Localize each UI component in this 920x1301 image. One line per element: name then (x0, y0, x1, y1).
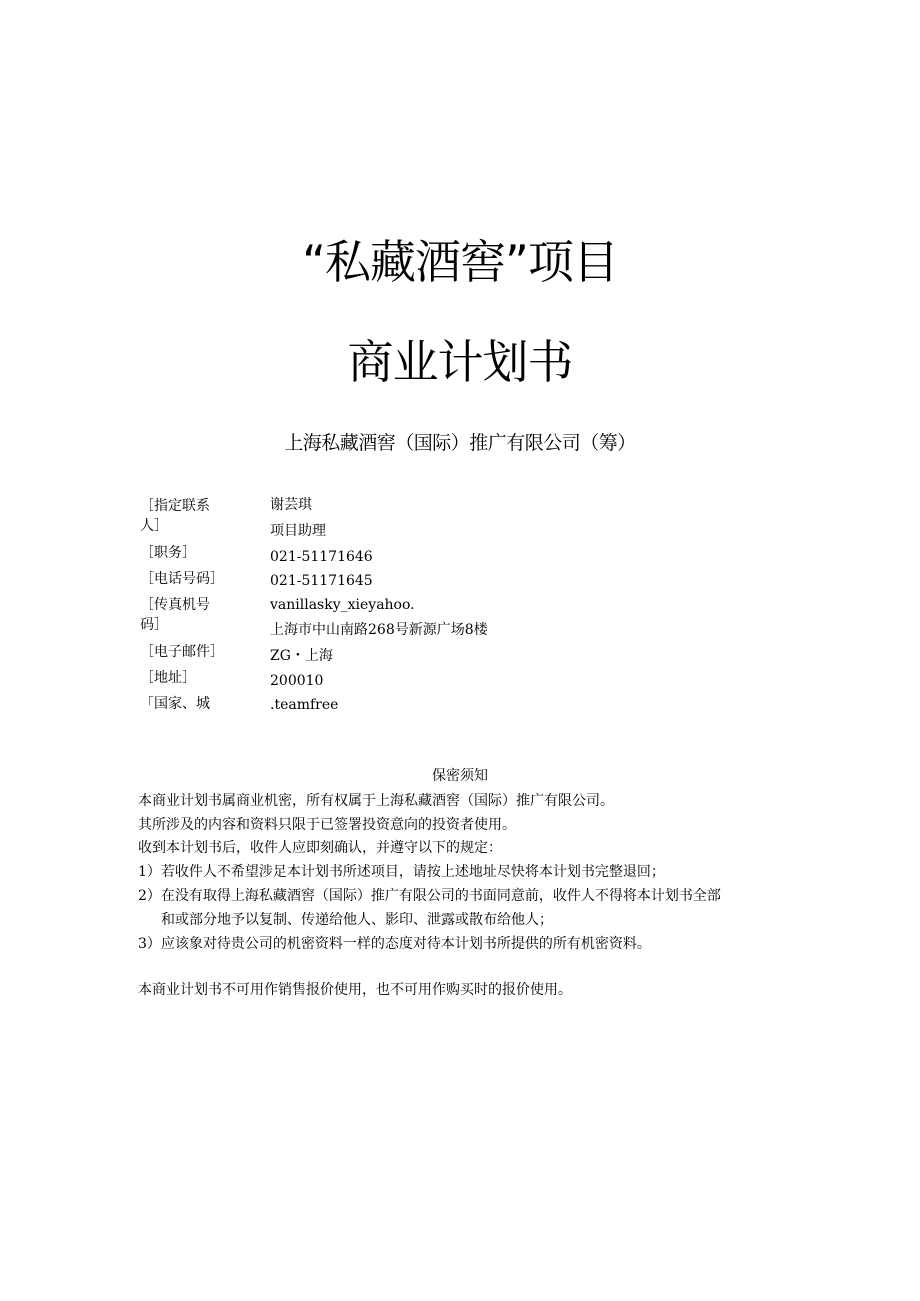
contact-label-address: ［地址］ (140, 670, 196, 686)
document-title-line-1: “私藏酒窖”项目 (302, 235, 618, 289)
confidentiality-item-2-cont: 和或部分地予以复制、传递给他人、影印、泄露或散布给他人； (161, 912, 553, 928)
contact-value-postcode: 200010 (270, 673, 324, 689)
contact-label-contact-person-cont: 人］ (140, 518, 168, 534)
contact-value-location: ZG・上海 (270, 648, 333, 664)
contact-value-email: vanillasky_xieyahoo. (270, 597, 415, 613)
contact-label-phone: ［电话号码］ (140, 571, 224, 587)
contact-value-fax: 021-51171645 (270, 573, 373, 589)
contact-label-fax-cont: 码］ (140, 617, 168, 633)
confidentiality-title: 保密须知 (432, 768, 488, 784)
contact-label-email: ［电子邮件］ (140, 644, 224, 660)
contact-value-position: 项目助理 (270, 523, 326, 539)
confidentiality-paragraph-2: 其所涉及的内容和资料只限于已签署投资意向的投资者使用。 (138, 817, 516, 833)
contact-value-website: .teamfree (270, 697, 339, 713)
contact-value-phone: 021-51171646 (270, 549, 373, 565)
confidentiality-paragraph-1: 本商业计划书属商业机密，所有权属于上海私藏酒窖（国际）推广有限公司。 (138, 793, 614, 809)
confidentiality-item-1: 1）若收件人不希望涉足本计划书所述项目，请按上述地址尽快将本计划书完整退回； (138, 864, 665, 880)
contact-value-name: 谢芸琪 (270, 497, 312, 513)
contact-value-address: 上海市中山南路268号新源广场8楼 (270, 622, 488, 638)
confidentiality-paragraph-3: 收到本计划书后，收件人应即刻确认，并遵守以下的规定： (138, 840, 502, 856)
contact-label-fax: ［传真机号 (140, 597, 210, 613)
confidentiality-item-3: 3）应该象对待贵公司的机密资料一样的态度对待本计划书所提供的所有机密资料。 (138, 936, 651, 952)
company-name: 上海私藏酒窖（国际）推广有限公司（筹） (284, 432, 636, 454)
document-title-line-2: 商业计划书 (347, 335, 573, 389)
contact-label-contact-person: ［指定联系 (140, 498, 210, 514)
usage-restriction-note: 本商业计划书不可用作销售报价使用，也不可用作购买时的报价使用。 (138, 982, 572, 998)
contact-label-country-city: 「国家、城 (140, 696, 210, 712)
contact-label-position: ［职务］ (140, 545, 196, 561)
confidentiality-item-2: 2）在没有取得上海私藏酒窖（国际）推广有限公司的书面同意前，收件人不得将本计划书全部 (138, 888, 721, 904)
